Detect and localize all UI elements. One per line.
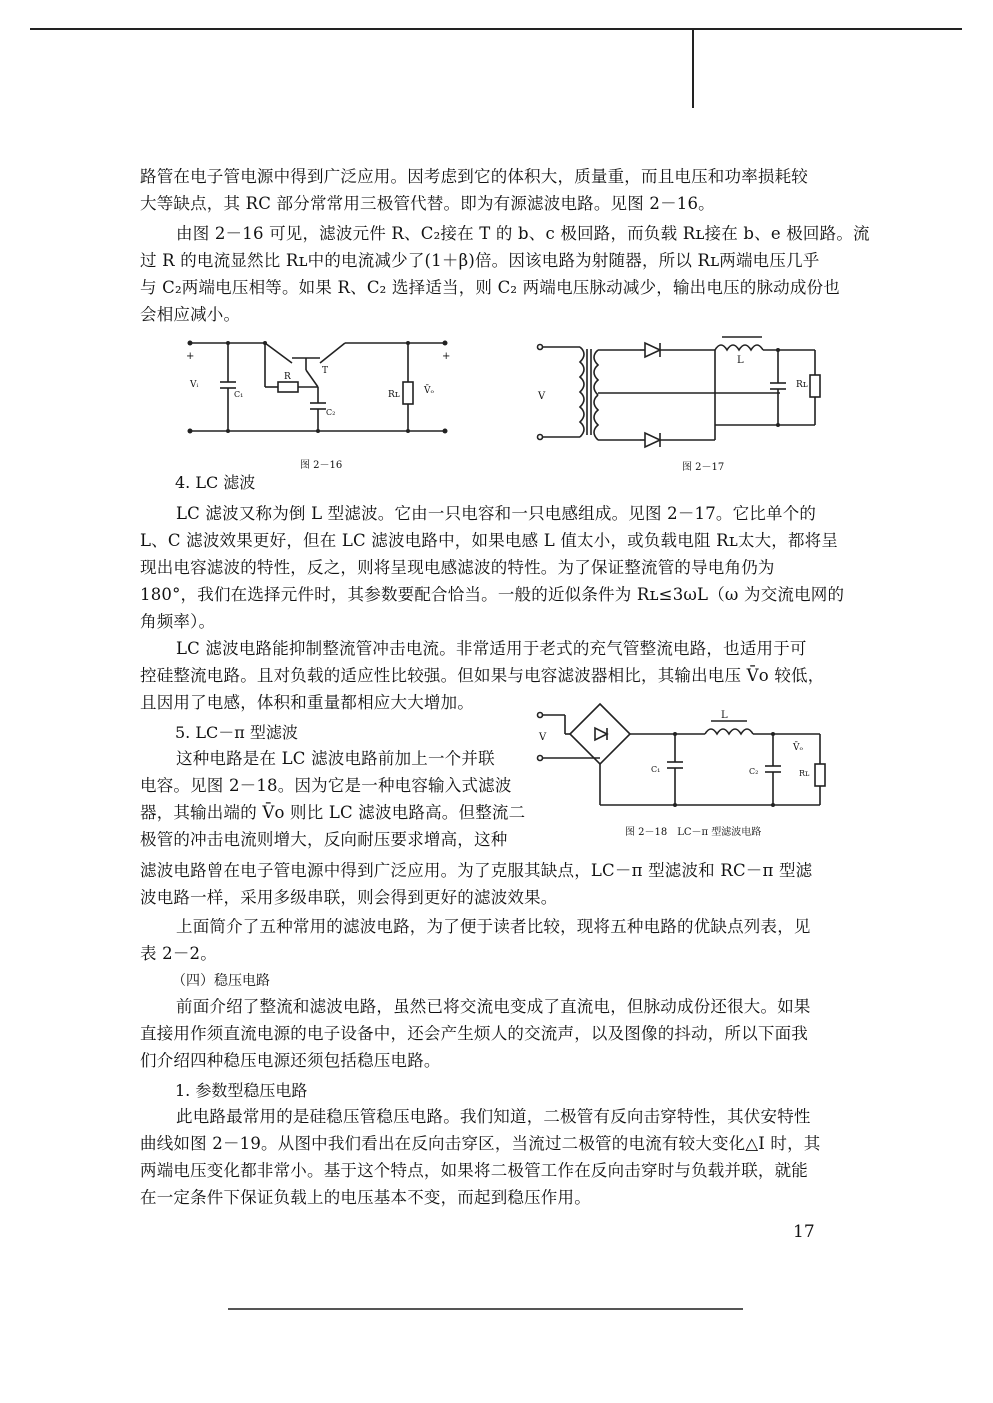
fig16-c2: C₂ bbox=[326, 408, 336, 417]
fig16-vi: Vᵢ bbox=[190, 380, 199, 390]
text-line: 角频率）。 bbox=[140, 612, 216, 631]
text-line: LC 滤波电路能抑制整流管冲击电流。非常适用于老式的充气管整流电路，也适用于可 bbox=[176, 639, 807, 658]
figure-2-16-circuit bbox=[180, 335, 460, 445]
heading-lc-filter: 4. LC 滤波 bbox=[175, 473, 256, 492]
heading-parametric-regulator: 1. 参数型稳压电路 bbox=[175, 1081, 308, 1100]
paragraph-8 bbox=[140, 1103, 840, 1211]
text-line: 们介绍四种稳压电源还须包括稳压电路。 bbox=[140, 1051, 441, 1070]
text-line: 这种电路是在 LC 滤波电路前加上一个并联 bbox=[176, 749, 495, 768]
figure-2-18-circuit bbox=[535, 700, 835, 815]
fig17-caption: 图 2－17 bbox=[682, 462, 725, 473]
top-rule bbox=[30, 28, 962, 30]
text-line: 电容。见图 2－18。因为它是一种电容输入式滤波 bbox=[140, 776, 512, 795]
text-line: 由图 2－16 可见，滤波元件 R、C₂接在 T 的 b、c 极回路，而负载 Rʟ接在 b、e 极回路。流 bbox=[176, 224, 870, 243]
heading-regulator-circuits: （四）稳压电路 bbox=[172, 973, 270, 989]
text-line: 两端电压变化都非常小。基于这个特点，如果将二极管工作在反向击穿时与负载并联，就能 bbox=[140, 1161, 808, 1180]
text-line: L、C 滤波效果更好，但在 LC 滤波电路中，如果电感 L 值太小，或负载电阻 Rʟ太大，都将呈 bbox=[140, 531, 839, 550]
text-line: 上面简介了五种常用的滤波电路，为了便于读者比较，现将五种电路的优缺点列表，见 bbox=[176, 917, 811, 936]
fig17-l: L bbox=[737, 355, 744, 366]
paragraph-7 bbox=[140, 993, 840, 1074]
text-line: 180°，我们在选择元件时，其参数要配合恰当。一般的近似条件为 Rʟ≤3ωL（ω 为交流电网的 bbox=[140, 585, 845, 604]
paragraph-5-narrow bbox=[140, 745, 526, 853]
text-line: 前面介绍了整流和滤波电路，虽然已将交流电变成了直流电，但脉动成份还很大。如果 bbox=[176, 997, 811, 1016]
fig17-v: V bbox=[538, 391, 546, 402]
bottom-rule bbox=[228, 1308, 743, 1310]
fig18-c2: C₂ bbox=[749, 767, 759, 776]
fig18-l: L bbox=[721, 710, 728, 721]
text-line: 与 C₂两端电压相等。如果 R、C₂ 选择适当，则 C₂ 两端电压脉动减少，输出电压的脉动成份也 bbox=[140, 278, 840, 297]
fig18-vo: V̄ₒ bbox=[793, 743, 803, 753]
text-line: 波电路一样，采用多级串联，则会得到更好的滤波效果。 bbox=[140, 888, 558, 907]
text-line: LC 滤波又称为倒 L 型滤波。它由一只电容和一只电感组成。见图 2－17。它比单个的 bbox=[176, 504, 817, 523]
text-line: 过 R 的电流显然比 Rʟ中的电流减少了(1＋β)倍。因该电路为射随器，所以 Rʟ两端电压几乎 bbox=[140, 251, 820, 270]
paragraph-1 bbox=[140, 163, 840, 217]
paragraph-5-full bbox=[140, 857, 840, 911]
fig16-c1: C₁ bbox=[234, 390, 244, 399]
fig18-c1: C₁ bbox=[651, 765, 661, 774]
fig16-rl: Rʟ bbox=[388, 390, 400, 400]
paragraph-3 bbox=[140, 500, 845, 635]
paragraph-2 bbox=[140, 220, 870, 328]
fig18-rl: Rʟ bbox=[799, 769, 810, 778]
paragraph-6 bbox=[140, 913, 840, 967]
page-number: 17 bbox=[793, 1222, 815, 1242]
heading-lc-pi-filter: 5. LC－π 型滤波 bbox=[175, 723, 298, 742]
text-line: 大等缺点，其 RC 部分常常用三极管代替。即为有源滤波电路。见图 2－16。 bbox=[140, 194, 715, 213]
fig18-caption: 图 2－18 LC－π 型滤波电路 bbox=[625, 827, 762, 838]
text-line: 滤波电路曾在电子管电源中得到广泛应用。为了克服其缺点，LC－π 型滤波和 RC－π 型滤 bbox=[140, 861, 813, 880]
text-line: 在一定条件下保证负载上的电压基本不变，而起到稳压作用。 bbox=[140, 1188, 591, 1207]
fig16-r: R bbox=[284, 372, 291, 382]
text-line: 且因用了电感，体积和重量都相应大大增加。 bbox=[140, 693, 474, 712]
text-line: 会相应减小。 bbox=[140, 305, 241, 324]
text-line: 控硅整流电路。且对负载的适应性比较强。但如果与电容滤波器相比，其输出电压 V̄o 较低， bbox=[140, 666, 825, 685]
fig16-plus-out: + bbox=[442, 351, 451, 362]
fig16-vo: V̄ₒ bbox=[424, 386, 434, 396]
text-line: 表 2－2。 bbox=[140, 944, 217, 963]
fig16-caption: 图 2－16 bbox=[300, 460, 343, 471]
binding-mark bbox=[692, 30, 694, 108]
fig18-v: V bbox=[539, 732, 547, 743]
text-line: 器，其输出端的 V̄o 则比 LC 滤波电路高。但整流二 bbox=[140, 803, 526, 822]
text-line: 直接用作须直流电源的电子设备中，还会产生烦人的交流声，以及图像的抖动，所以下面我 bbox=[140, 1024, 808, 1043]
fig17-rl: Rʟ bbox=[796, 380, 808, 390]
text-line: 路管在电子管电源中得到广泛应用。因考虑到它的体积大，质量重，而且电压和功率损耗较 bbox=[140, 167, 808, 186]
text-line: 曲线如图 2－19。从图中我们看出在反向击穿区，当流过二极管的电流有较大变化△I 时，其 bbox=[140, 1134, 821, 1153]
text-line: 现出电容滤波的特性，反之，则将呈现电感滤波的特性。为了保证整流管的导电角仍为 bbox=[140, 558, 775, 577]
text-line: 极管的冲击电流则增大，反向耐压要求增高，这种 bbox=[140, 830, 508, 849]
figure-2-17-circuit bbox=[530, 335, 830, 445]
fig16-t: T bbox=[322, 366, 329, 376]
text-line: 此电路最常用的是硅稳压管稳压电路。我们知道，二极管有反向击穿特性，其伏安特性 bbox=[176, 1107, 811, 1126]
fig16-plus-in: + bbox=[186, 351, 195, 362]
